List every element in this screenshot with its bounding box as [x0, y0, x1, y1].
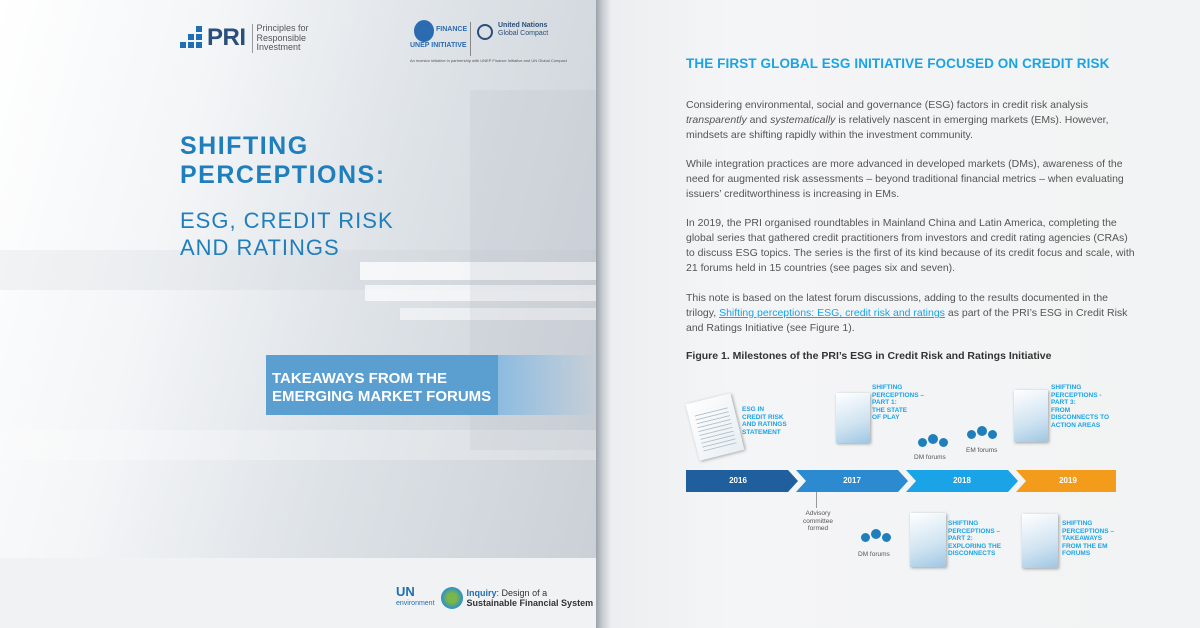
p1-text: Considering environmental, social and governance (ESG) factors in credit risk analysis	[686, 99, 1089, 111]
paragraph-4	[686, 291, 1136, 336]
cover-subtitle-line: ESG, CREDIT RISK	[180, 208, 394, 233]
year-2018-label: 2018	[953, 476, 971, 485]
year-2019-label: 2019	[1059, 476, 1077, 485]
year-2017-label: 2017	[843, 476, 861, 485]
dm-forums-label-top: DM forums	[914, 454, 946, 461]
cover-title-line: SHIFTING	[180, 132, 309, 160]
inquiry-logo-text	[467, 588, 594, 608]
takeaways-line: TAKEAWAYS FROM THE	[272, 370, 448, 387]
inquiry-rest: : Design of a	[496, 588, 548, 598]
p1-emphasis: systematically	[770, 114, 836, 126]
pri-tagline	[252, 24, 309, 53]
pri-tagline-line: Responsible	[256, 32, 307, 43]
book-spine	[596, 0, 612, 628]
part4-annotation: SHIFTING PERCEPTIONS – TAKEAWAYS FROM THE EM FORUMS	[1062, 520, 1115, 557]
cover-page	[0, 0, 598, 628]
cover-title	[180, 132, 386, 190]
un-globe-icon	[477, 24, 493, 40]
statement-document-icon	[686, 393, 745, 460]
dm-forums-bottom-people-icon	[859, 527, 893, 545]
takeaways-band-fade	[498, 355, 598, 415]
part1-annotation: SHIFTING PERCEPTIONS – PART 1: THE STATE OF PLAY	[872, 384, 925, 421]
part2-report-icon	[910, 513, 946, 567]
unep-initiative-label: UNEP INITIATIVE	[410, 42, 467, 49]
part3-annotation: SHIFTING PERCEPTIONS - PART 3: FROM DISCONNECTS TO ACTION AREAS	[1051, 384, 1110, 429]
advisory-tick	[816, 492, 817, 508]
em-forums-people-icon	[965, 424, 999, 442]
trilogy-link[interactable]: Shifting perceptions: ESG, credit risk and ratings	[719, 307, 945, 319]
partner-subtitle: An investor initiative in partnership with UNEP Finance Initiative and UN Global Compact	[410, 58, 567, 63]
unep-laurel-icon	[414, 20, 434, 42]
footer-logos	[396, 586, 593, 610]
unep-fi-label: FINANCE	[436, 26, 468, 33]
page-heading: THE FIRST GLOBAL ESG INITIATIVE FOCUSED ON CREDIT RISK	[686, 56, 1110, 71]
cover-subtitle-line: AND RATINGS	[180, 235, 340, 260]
statement-annotation: ESG IN CREDIT RISK AND RATINGS STATEMENT	[742, 406, 787, 436]
un-env-sub: environment	[396, 600, 435, 607]
ungc-line: United Nations	[498, 22, 548, 29]
pri-tagline-line: Investment	[256, 42, 301, 52]
dm-forums-label-bottom: DM forums	[858, 551, 890, 558]
inquiry-bold: Inquiry	[466, 588, 497, 598]
cover-subtitle	[180, 207, 394, 261]
paragraph-1	[686, 98, 1136, 143]
partner-logos	[410, 20, 567, 66]
p1-text: is relatively nascent in emerging markets (EMs). However, mindsets are shifting rapidly within the investment community.	[686, 114, 1109, 141]
p4-text: This note is based on the latest forum discussions, adding to the results documented in the trilogy,	[686, 292, 1108, 319]
part2-annotation: SHIFTING PERCEPTIONS – PART 2: EXPLORING THE DISCONNECTS	[948, 520, 1002, 557]
inquiry-globe-icon	[441, 587, 463, 609]
advisory-annotation: Advisory committee formed	[803, 510, 833, 532]
part1-report-icon	[836, 393, 870, 443]
p4-text: as part of the PRI’s ESG in Credit Risk and Ratings Initiative (see Figure 1).	[686, 307, 1128, 334]
p1-text: and	[746, 114, 771, 126]
em-forums-label-top: EM forums	[966, 447, 998, 454]
p1-emphasis: transparently	[686, 114, 747, 126]
paragraph-3: In 2019, the PRI organised roundtables in Mainland China and Latin America, completing the global series that gathered credit practitioners from investors and credit rating agencies (CRAs) to discuss ESG topics. The series is the first of its kind because of its credit focus and scale, with 21 forums held in 15 countries (see pages six and seven).	[686, 217, 1135, 274]
takeaways-line: EMERGING MARKET FORUMS	[272, 388, 492, 405]
content-page	[612, 0, 1200, 628]
ungc-label	[498, 22, 548, 38]
ungc-line: Global Compact	[498, 30, 549, 37]
part4-report-icon	[1022, 514, 1058, 568]
dm-forums-people-icon	[916, 432, 950, 450]
un-env-mark: UN	[396, 584, 415, 599]
pri-squares-icon	[180, 26, 204, 50]
un-environment-logo	[396, 586, 435, 610]
figure-caption: Figure 1. Milestones of the PRI’s ESG in Credit Risk and Ratings Initiative	[686, 350, 1052, 362]
takeaways-label	[272, 370, 491, 406]
pri-wordmark: PRI	[207, 24, 246, 52]
inquiry-line2: Sustainable Financial System	[466, 598, 594, 608]
pri-tagline-line: Principles for	[256, 23, 309, 33]
part3-report-icon	[1014, 390, 1048, 442]
cover-title-line: PERCEPTIONS:	[180, 161, 386, 189]
paragraph-2: While integration practices are more advanced in developed markets (DMs), awareness of the need for augmented risk assessments – beyond traditional financial metrics – when evaluating issuers’ creditworthiness is increasing in EMs.	[686, 158, 1124, 200]
pri-logo	[180, 24, 309, 53]
logo-divider	[470, 22, 471, 56]
year-2016-label: 2016	[729, 476, 747, 485]
